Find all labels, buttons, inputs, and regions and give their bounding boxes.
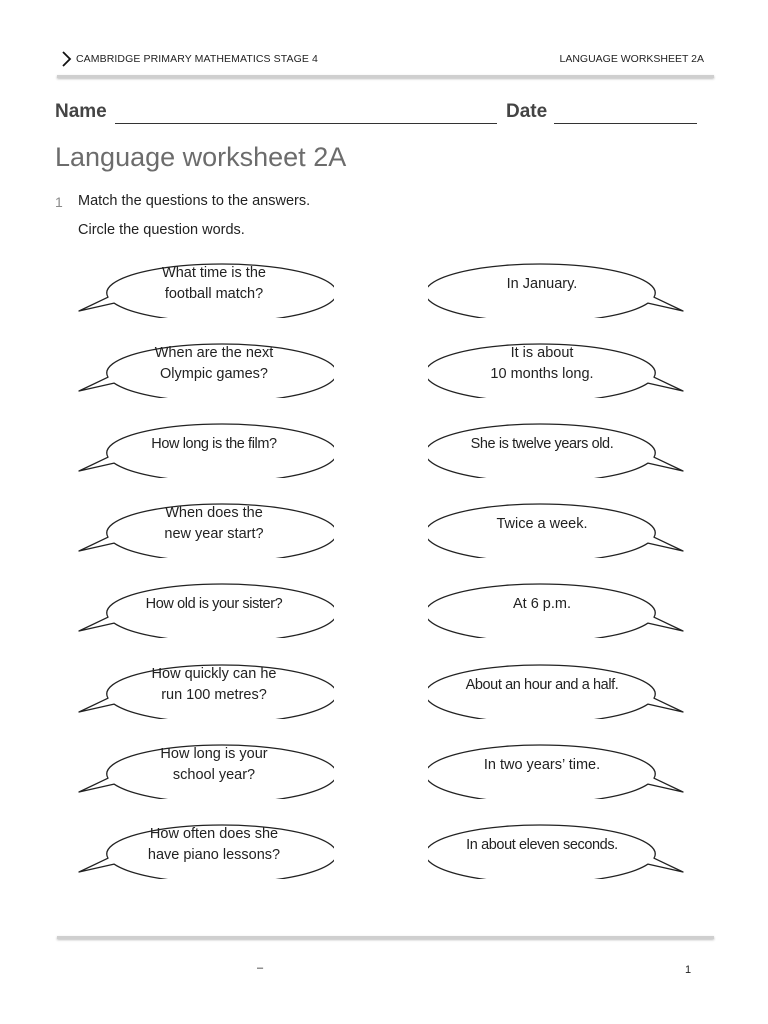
answer-text: In January. <box>506 275 578 292</box>
header-course-title: CAMBRIDGE PRIMARY MATHEMATICS STAGE 4 <box>76 53 318 65</box>
question-number: 1 <box>55 194 63 210</box>
answer-bubble <box>428 252 684 318</box>
answer-bubble <box>428 653 684 719</box>
name-field[interactable] <box>115 123 497 124</box>
answer-text: In two years’ time. <box>483 756 601 773</box>
answer-text: Twice a week. <box>496 515 588 532</box>
answer-text: It is about 10 months long. <box>490 345 594 382</box>
worksheet-title: Language worksheet 2A <box>55 142 347 172</box>
answer-bubble <box>428 492 684 558</box>
question-text: How long is your school year? <box>160 746 268 783</box>
date-label: Date <box>506 101 548 122</box>
question-text: What time is the football match? <box>162 265 266 302</box>
date-field[interactable] <box>554 123 697 124</box>
answer-text: About an hour and a half. <box>465 676 619 693</box>
question-bubble <box>78 733 334 799</box>
header-divider <box>57 75 714 78</box>
answer-bubble <box>428 412 684 478</box>
question-bubble <box>78 492 334 558</box>
question-text: How quickly can he run 100 metres? <box>151 666 277 703</box>
footer-divider <box>57 936 714 939</box>
question-bubble <box>78 332 334 398</box>
answer-text: At 6 p.m. <box>512 595 572 612</box>
question-text: How old is your sister? <box>145 595 283 612</box>
answer-bubble <box>428 733 684 799</box>
question-bubble <box>78 813 334 879</box>
question-text: When are the next Olympic games? <box>154 345 274 382</box>
answer-bubble <box>428 572 684 638</box>
question-bubble <box>78 653 334 719</box>
question-text: When does the new year start? <box>164 505 264 542</box>
page-number: 1 <box>685 964 692 976</box>
answer-bubble <box>428 332 684 398</box>
question-bubble <box>78 252 334 318</box>
answer-bubble <box>428 813 684 879</box>
header-worksheet-title: LANGUAGE WORKSHEET 2A <box>559 53 704 65</box>
question-text: How long is the film? <box>151 435 277 452</box>
question-bubble <box>78 412 334 478</box>
question-instruction: Circle the question words. <box>78 222 245 238</box>
question-instruction: Match the questions to the answers. <box>78 193 311 209</box>
question-bubble <box>78 572 334 638</box>
answer-text: In about eleven seconds. <box>466 836 618 853</box>
answer-text: She is twelve years old. <box>470 435 614 452</box>
chevron-right-icon <box>60 51 74 67</box>
footer-dash: – <box>257 962 264 974</box>
page-header <box>60 50 706 72</box>
question-text: How often does she have piano lessons? <box>147 826 281 863</box>
name-label: Name <box>55 101 107 122</box>
